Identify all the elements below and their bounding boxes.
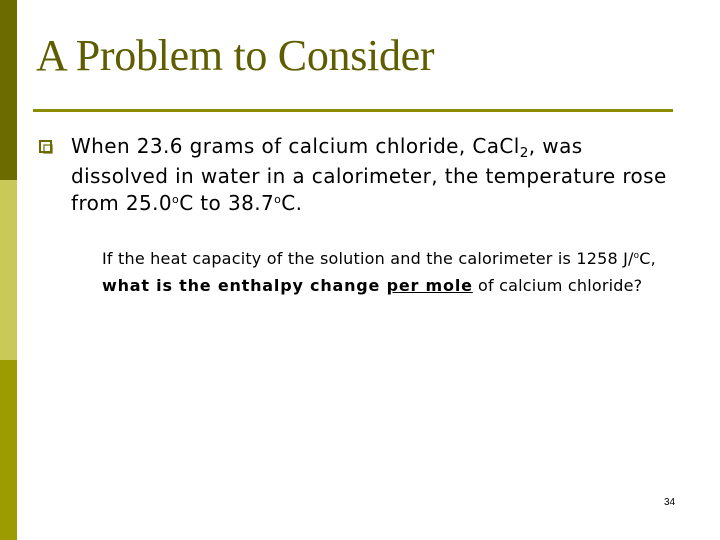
question-text: of calcium chloride? — [472, 276, 643, 295]
statement-text: When 23.6 grams of calcium chloride, CaCl — [71, 134, 520, 158]
statement-text: , was dissolved in water in a calorimeter, the temperature rose from 25.0 — [71, 134, 667, 215]
question-emphasis-underlined: per mole — [386, 276, 473, 295]
problem-question — [102, 247, 692, 297]
sidebar-block-mid — [0, 360, 17, 540]
sidebar-block-light — [0, 180, 17, 360]
square-bullet-icon — [39, 140, 53, 154]
degree-symbol: o — [172, 192, 180, 206]
question-text: C, — [639, 249, 656, 268]
page-number: 34 — [664, 497, 676, 508]
subscript-2: 2 — [519, 145, 529, 162]
statement-text: C to 38.7 — [179, 191, 275, 215]
degree-symbol: o — [274, 192, 282, 206]
title-underline — [33, 109, 673, 112]
question-emphasis: what is the enthalpy change — [102, 276, 387, 295]
question-text: If the heat capacity of the solution and the calorimeter is 1258 J/ — [102, 249, 634, 268]
statement-text: C. — [281, 191, 303, 215]
problem-statement — [71, 133, 681, 220]
degree-symbol: o — [633, 251, 640, 262]
sidebar-block-dark — [0, 0, 17, 180]
slide-title: A Problem to Consider — [36, 31, 435, 80]
